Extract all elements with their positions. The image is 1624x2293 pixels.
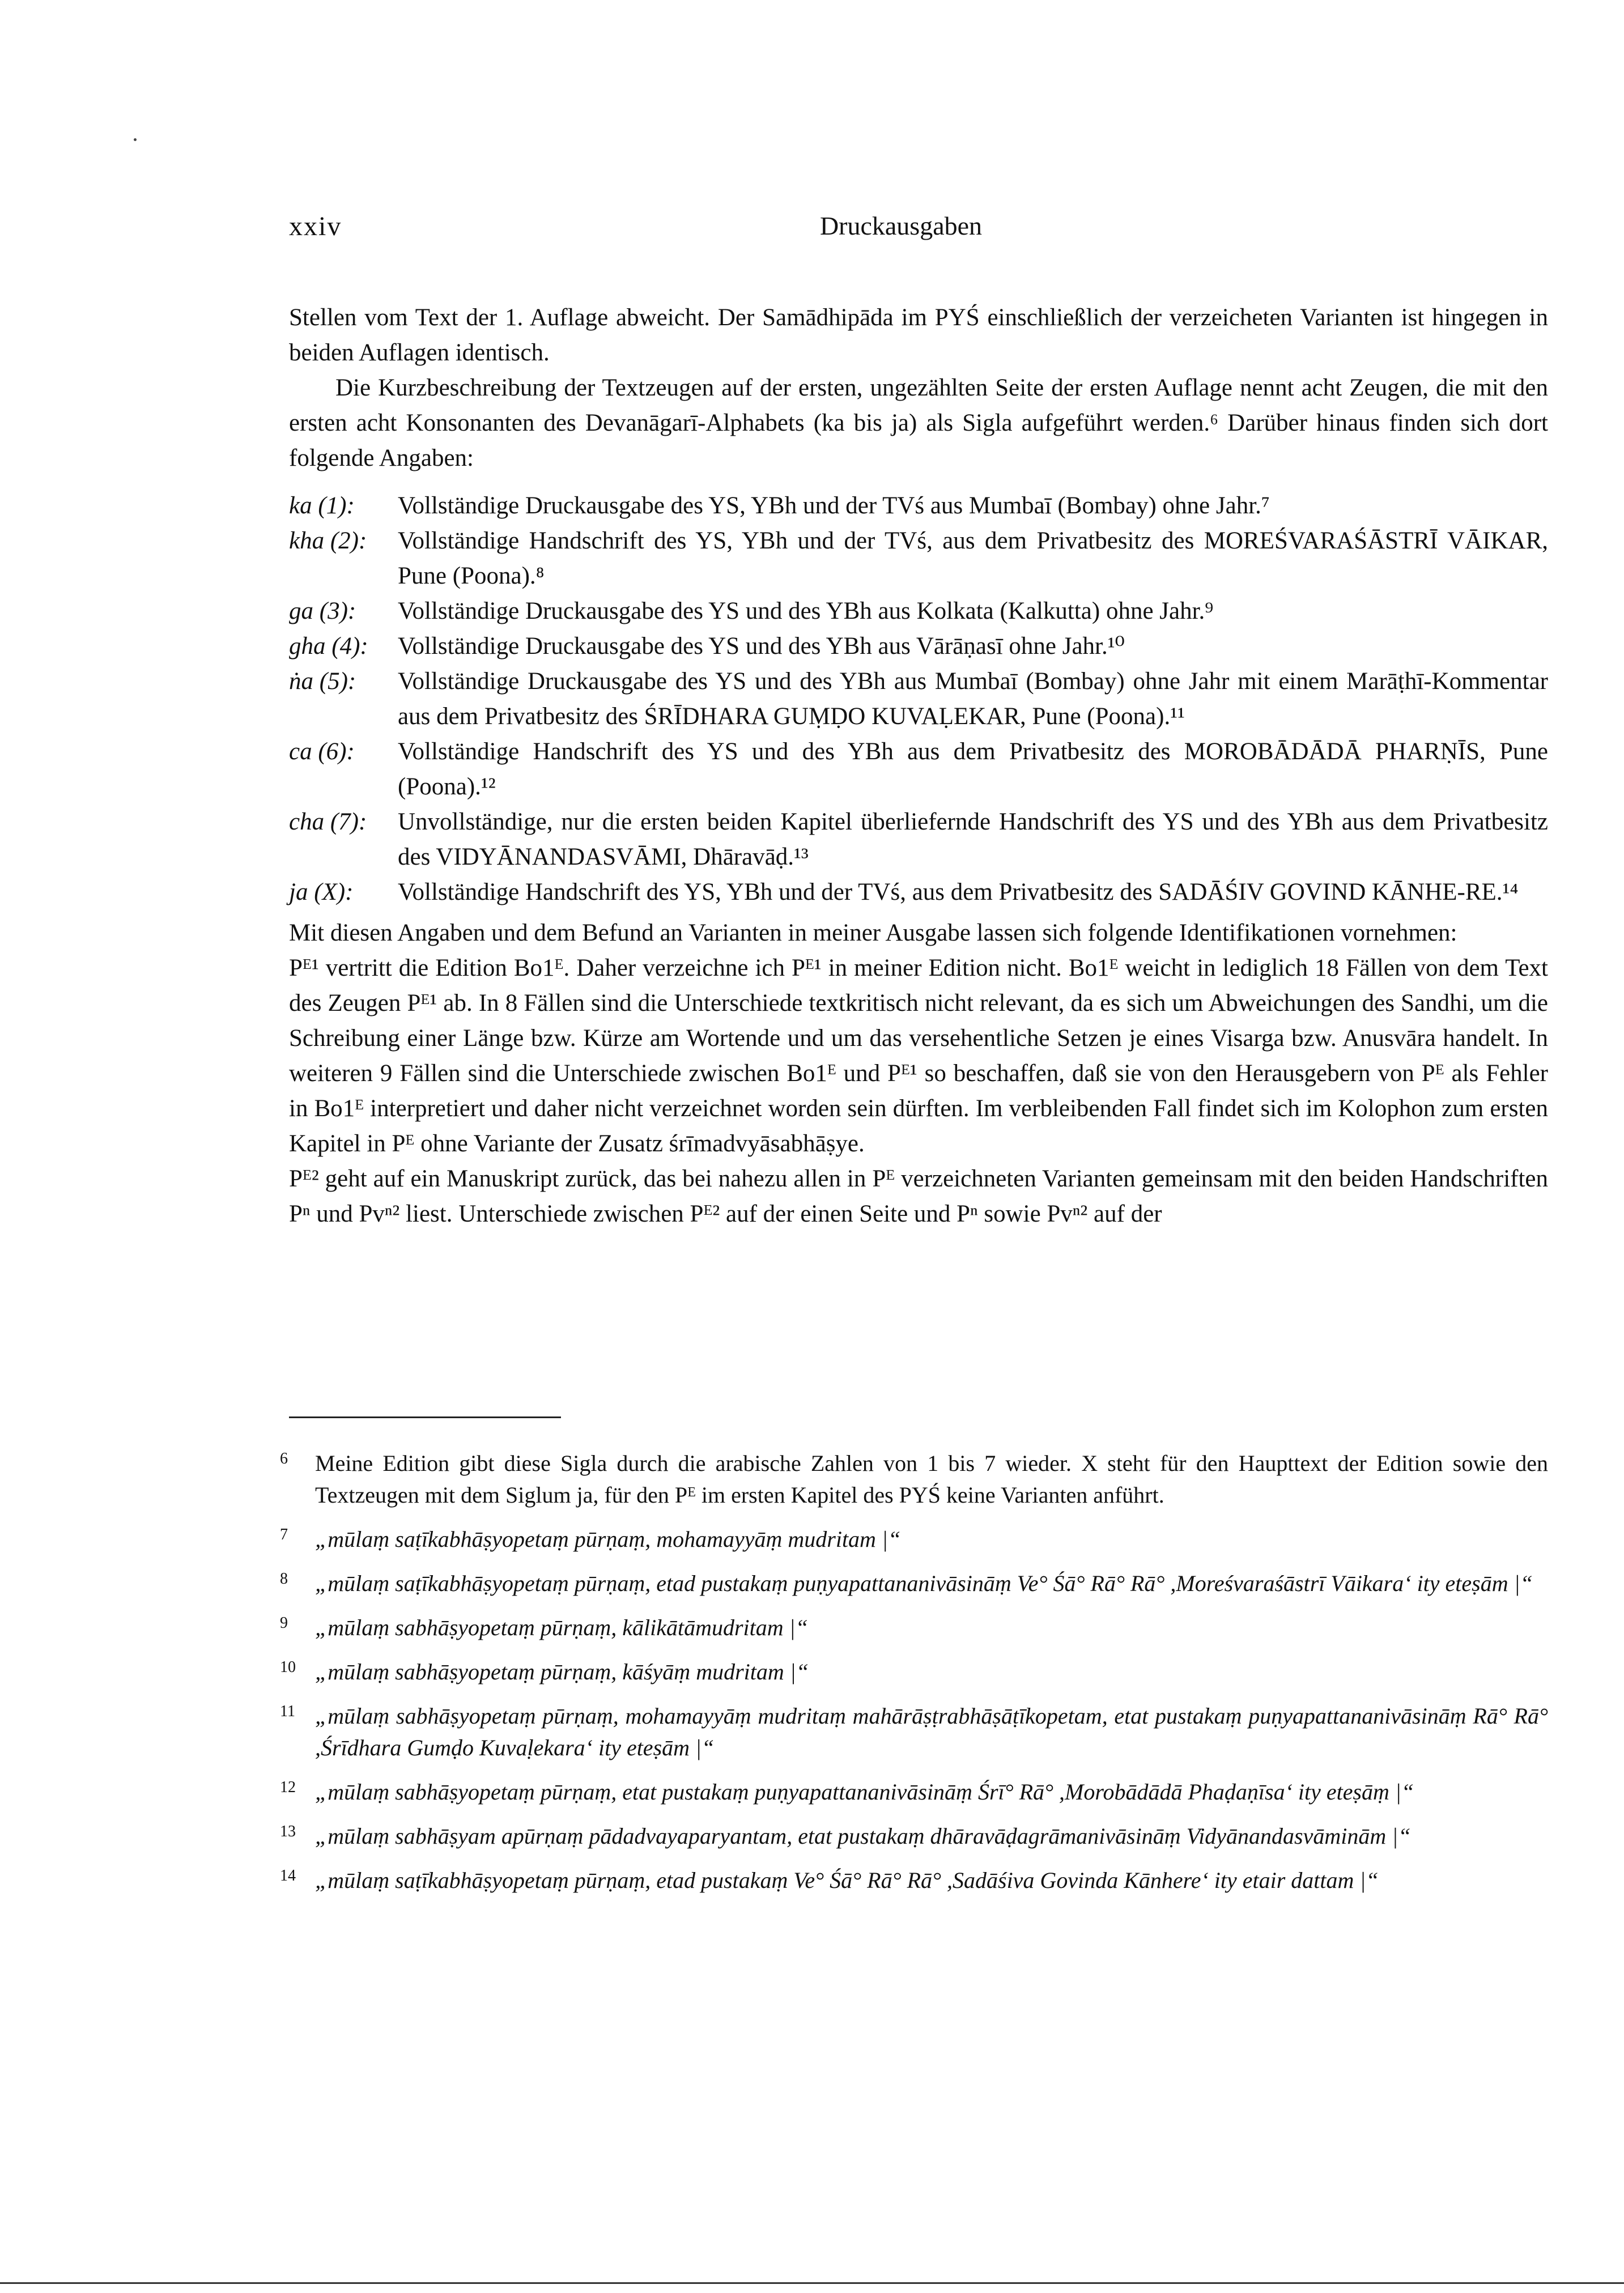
footnote-number: 9 (280, 1614, 288, 1632)
footnote (278, 1865, 1548, 1896)
paragraph-2: Die Kurzbeschreibung der Textzeugen auf der ersten, ungezählten Seite der ersten Auflage nennt acht Zeugen, die mit den ersten acht Konsonanten des Devanāgarī-Alphabets (ka bis ja) als Sigla aufgeführt werden.⁶ Darüber hinaus finden sich dort folgende Angaben: (289, 375, 1548, 471)
paragraph-4: Pᴱ¹ vertritt die Edition Bo1ᴱ. Daher verzeichne ich Pᴱ¹ in meiner Edition nicht. Bo1ᴱ weicht in lediglich 18 Fällen von dem Text des Zeugen Pᴱ¹ ab. In 8 Fällen sind die Unterschiede textkritisch nicht relevant, da es sich um Abweichungen des Sandhi, um die Schreibung einer Länge bzw. Kürze am Wortende und um das versehentliche Setzen je eines Visarga bzw. Anusvāra handelt. In weiteren 9 Fällen sind die Unterschiede zwischen Bo1ᴱ und Pᴱ¹ so beschaffen, daß sie von den Herausgebern von Pᴱ als Fehler in Bo1ᴱ interpretiert und daher nicht verzeichnet worden sein dürften. Im verbleibenden Fall findet sich im Kolophon zum ersten Kapitel in Pᴱ ohne Variante der Zusatz śrīmadvyāsabhāṣye. (289, 955, 1548, 1157)
footnote-text: „mūlaṃ saṭīkabhāṣyopetaṃ pūrṇaṃ, mohamayyāṃ mudritam |“ (315, 1526, 901, 1552)
sigla-text: Vollständige Druckausgabe des YS und des YBh aus Kolkata (Kalkutta) ohne Jahr.⁹ (398, 598, 1214, 624)
main-text (289, 300, 1548, 1232)
paragraph-3: Mit diesen Angaben und dem Befund an Varianten in meiner Ausgabe lassen sich folgende Identifikationen vornehmen: (289, 920, 1457, 946)
sigla-text: Vollständige Handschrift des YS und des YBh aus dem Privatbesitz des MOROBĀDĀDĀ PHARṆĪS, Pune (Poona).¹² (398, 738, 1548, 800)
footnote-number: 7 (280, 1526, 288, 1543)
sigla-item (289, 594, 1548, 629)
sigla-item (289, 805, 1548, 875)
sigla-text: Vollständige Druckausgabe des YS und des YBh aus Vārāṇasī ohne Jahr.¹⁰ (398, 633, 1125, 660)
page-bottom-edge (0, 2282, 1624, 2284)
page-header (289, 211, 1513, 250)
footnote-text: „mūlaṃ sabhāṣyopetaṃ pūrṇaṃ, kālikātāmudritam |“ (315, 1615, 808, 1640)
sigla-item (289, 488, 1548, 524)
sigla-text: Vollständige Druckausgabe des YS, YBh und der TVś aus Mumbaī (Bombay) ohne Jahr.⁷ (398, 492, 1270, 519)
footnote-number: 8 (280, 1570, 288, 1588)
sigla-text: Vollständige Handschrift des YS, YBh und der TVś, aus dem Privatbesitz des SADĀŚIV GOVIND KĀNHE-RE.¹⁴ (398, 879, 1519, 905)
footnote-text: „mūlaṃ sabhāṣyopetaṃ pūrṇaṃ, mohamayyāṃ mudritaṃ mahārāṣṭrabhāṣāṭīkopetam, etat pustakaṃ puṇyapattananivāsināṃ Rā° Rā° ,Śrīdhara Gumḍo Kuvaḷekara‘ ity eteṣām |“ (315, 1703, 1548, 1760)
sigla-text: Vollständige Druckausgabe des YS und des YBh aus Mumbaī (Bombay) ohne Jahr mit einem Marāṭhī-Kommentar aus dem Privatbesitz des ŚRĪDHARA GUṂḌO KUVAḶEKAR, Pune (Poona).¹¹ (398, 668, 1548, 730)
sigla-text: Unvollständige, nur die ersten beiden Kapitel überliefernde Handschrift des YS und des YBh aus dem Privatbesitz des VIDYĀNANDASVĀMI, Dhāravāḍ.¹³ (398, 809, 1548, 870)
footnote (278, 1656, 1548, 1688)
footnote (278, 1700, 1548, 1764)
paragraph-5: Pᴱ² geht auf ein Manuskript zurück, das bei nahezu allen in Pᴱ verzeichneten Varianten gemeinsam mit den beiden Handschriften Pⁿ und Pvⁿ² liest. Unterschiede zwischen Pᴱ² auf der einen Seite und Pⁿ sowie Pvⁿ² auf der (289, 1165, 1548, 1227)
sigla-list (289, 488, 1548, 910)
sigla-label: ca (6): (289, 738, 355, 765)
sigla-item (289, 629, 1548, 664)
sigla-text: Vollständige Handschrift des YS, YBh und der TVś, aus dem Privatbesitz des MOREŚVARAŚĀSTRĪ VĀIKAR, Pune (Poona).⁸ (398, 527, 1548, 589)
footnote-divider (289, 1416, 561, 1418)
footnote-text: „mūlaṃ saṭīkabhāṣyopetaṃ pūrṇaṃ, etad pustakaṃ puṇyapattananivāsināṃ Ve° Śā° Rā° Rā° ,Moreśvaraśāstrī Vāikara‘ ity eteṣām |“ (315, 1571, 1533, 1596)
footnote-text: „mūlaṃ sabhāṣyopetaṃ pūrṇaṃ, kāśyāṃ mudritam |“ (315, 1659, 809, 1684)
speck (134, 138, 137, 141)
sigla-label: ja (X): (289, 879, 354, 905)
sigla-label: kha (2): (289, 527, 367, 554)
footnotes (278, 1448, 1548, 1909)
page-number: xxiv (289, 211, 342, 241)
paragraph-1: Stellen vom Text der 1. Auflage abweicht. Der Samādhipāda im PYŚ einschließlich der verzeicheten Varianten ist hingegen in beiden Auflagen identisch. (289, 304, 1548, 366)
footnote (278, 1776, 1548, 1808)
sigla-item (289, 524, 1548, 594)
footnote-number: 13 (280, 1823, 296, 1840)
running-title: Druckausgaben (819, 211, 983, 240)
sigla-item (289, 664, 1548, 734)
sigla-item (289, 734, 1548, 805)
footnote (278, 1448, 1548, 1511)
footnote-number: 14 (280, 1867, 296, 1884)
sigla-item (289, 875, 1548, 910)
footnote-text: „mūlaṃ sabhāṣyopetaṃ pūrṇaṃ, etat pustakaṃ puṇyapattananivāsināṃ Śrī° Rā° ,Morobādādā Phaḍaṇīsa‘ ity eteṣāṃ |“ (315, 1779, 1414, 1805)
footnote (278, 1612, 1548, 1644)
footnote (278, 1568, 1548, 1599)
footnote (278, 1820, 1548, 1852)
footnote (278, 1524, 1548, 1555)
footnote-text: „mūlaṃ sabhāṣyam apūrṇaṃ pādadvayaparyantam, etat pustakaṃ dhāravāḍagrāmanivāsināṃ Vidyānandasvāminām |“ (315, 1823, 1411, 1849)
sigla-label: gha (4): (289, 633, 368, 660)
sigla-label: ga (3): (289, 598, 356, 624)
footnote-number: 10 (280, 1658, 296, 1676)
footnote-number: 12 (280, 1779, 296, 1796)
footnote-text: Meine Edition gibt diese Sigla durch die arabische Zahlen von 1 bis 7 wieder. X steht für den Haupttext der Edition sowie den Textzeugen mit dem Siglum ja, für den Pᴱ im ersten Kapitel des PYŚ keine Varianten anführt. (315, 1450, 1548, 1508)
sigla-label: ṅa (5): (289, 668, 356, 695)
sigla-label: cha (7): (289, 809, 367, 835)
footnote-number: 6 (280, 1450, 288, 1467)
sigla-label: ka (1): (289, 492, 355, 519)
footnote-text: „mūlaṃ saṭīkabhāṣyopetaṃ pūrṇaṃ, etad pustakaṃ Ve° Śā° Rā° Rā° ,Sadāśiva Govinda Kānhere‘ ity etair dattam |“ (315, 1867, 1379, 1893)
footnote-number: 11 (280, 1703, 295, 1720)
